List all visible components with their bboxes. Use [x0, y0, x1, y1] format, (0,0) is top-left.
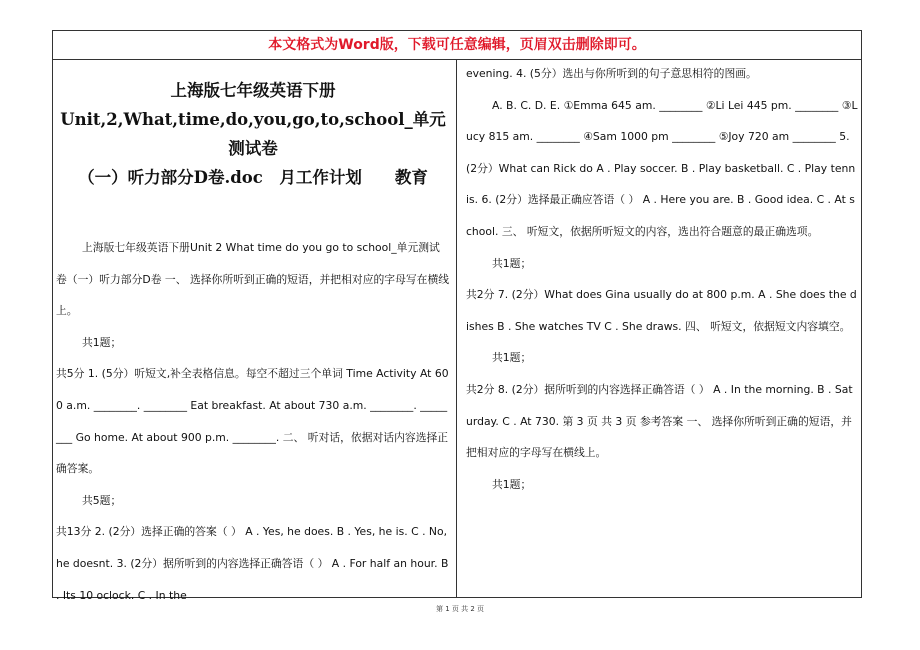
- left-body: [56, 232, 450, 611]
- paragraph: 共13分 2. (2分）选择正确的答案（ ） A . Yes, he does. B . Yes, he is. C . No, he doesnt. 3. (2分）据所听到的内容选择正确答语（ ） A . For half an hour. B . Its 10 oclock. C . In the: [56, 525, 449, 602]
- title-line-3: （一）听力部分D卷.doc 月工作计划 教育: [78, 168, 428, 187]
- paragraph: 共1题；: [492, 351, 532, 365]
- title-line-1: 上海版七年级英语下册: [170, 81, 336, 100]
- left-column: [56, 76, 450, 611]
- right-column: [466, 58, 858, 500]
- header-notice: 本文格式为Word版，下载可任意编辑，页眉双击删除即可。: [52, 30, 862, 60]
- paragraph: 共1题；: [492, 477, 532, 491]
- paragraph: A. B. C. D. E. ①Emma 645 am. ________ ②Li Lei 445 pm. ________ ③Lucy 815 am. ________ ④Sam 1000 pm ________ ⑤Joy 720 am ________ 5. (2分）What can Rick do A . Play soccer. B . Play basketball. C . Play tennis. 6. (2分）选择最正确应答语（ ） A . Here you are. B . Good idea. C . At school. 三、 听短文，依据所听短文的内容，选出符合题意的最正确选项。: [466, 98, 858, 238]
- paragraph: 共1题；: [492, 256, 532, 270]
- page-footer: 第 1 页 共 2 页: [435, 605, 485, 613]
- paragraph: 共5分 1. (5分）听短文,补全表格信息。每空不超过三个单词 Time Activity At 600 a.m. ________. ________ Eat breakfast. At about 730 a.m. ________. ________ Go home. At about 900 p.m. ________. 二、 听对话，依据对话内容选择正确答案。: [56, 367, 449, 476]
- column-divider: [456, 60, 457, 598]
- title-line-2: Unit,2,What,time,do,you,go,to,school_单元测试卷: [60, 110, 446, 158]
- document-title: [56, 76, 450, 192]
- paragraph: 共5题；: [82, 493, 122, 507]
- paragraph: evening. 4. (5分）选出与你所听到的句子意思相符的图画。: [466, 67, 757, 80]
- paragraph: 共2分 8. (2分）据所听到的内容选择正确答语（ ） A . In the morning. B . Saturday. C . At 730. 第 3 页 共 3 页 参考答案 一、 选择你所听到正确的短语，并把相对应的字母写在横线上。: [466, 382, 853, 460]
- paragraph: 上海版七年级英语下册Unit 2 What time do you go to school_单元测试卷（一）听力部分D卷 一、 选择你所听到正确的短语，并把相对应的字母写在横线上。: [56, 241, 450, 318]
- paragraph: 共1题；: [82, 335, 122, 349]
- paragraph: 共2分 7. (2分）What does Gina usually do at 800 p.m. A . She does the dishes B . She watches TV C . She draws. 四、 听短文，依据短文内容填空。: [466, 288, 857, 333]
